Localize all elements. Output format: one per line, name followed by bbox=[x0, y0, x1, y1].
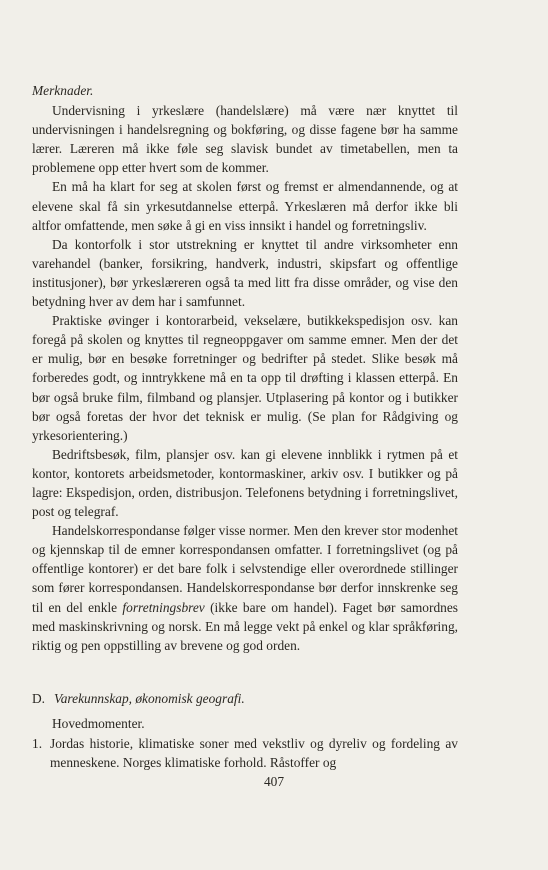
paragraph: En må ha klart for seg at skolen først og fremst er almendannende, og at elevene skal få sin yrkesutdannelse etterpå. Yrkeslæren må derfor ikke bli altfor omfattende, men søke å gi en viss innsikt i handel og forretningsliv. bbox=[32, 179, 458, 233]
subheading: Hovedmomenter. bbox=[52, 715, 145, 731]
list-item-text: Jordas historie, klimatiske soner med vekstliv og dyreliv og fordeling av menneskene. Norges klimatiske forhold. Råstoffer og bbox=[50, 736, 458, 771]
paragraph-text: (ikke bare om handel). Faget bør samordnes med maskinskrivning og norsk. En må legge vekt på enkel og klar språkføring, riktig og pen oppstilling av brevene og god orden. bbox=[32, 599, 458, 653]
section-title: Varekunnskap, økonomisk geografi. bbox=[54, 690, 245, 706]
body-text bbox=[32, 81, 458, 772]
emphasized-term: forretningsbrev bbox=[122, 599, 205, 615]
paragraph: Undervisning i yrkeslære (handelslære) må være nær knyttet til undervisningen i handelsregning og bokføring, og disse fagene bør ha samme lærer. Læreren må ikke føle seg slavisk bundet av timetabellen, men ta problemene opp etter hvert som de kommer. bbox=[32, 103, 458, 176]
paragraph: Da kontorfolk i stor utstrekning er knyttet til andre virksomheter enn varehandel (banker, forsikring, handverk, industri, skipsfart og offentlige institusjoner), bør yrkeslæreren også ta med litt fra disse områder, og vise den betydning hver av dem har i samfunnet. bbox=[32, 236, 458, 310]
section-letter: D. bbox=[32, 690, 46, 706]
remarks-heading: Merknader. bbox=[32, 83, 94, 98]
section-heading bbox=[32, 689, 458, 708]
paragraph-text: Handelskorrespondanse følger visse normer. Men den krever stor modenhet og kjennskap til de emner korrespondansen omfatter. I forretningslivet (og på offentlige kontorer) er det bare folk i selvstendige eller overordnede stillinger som fører korrespondansen. Handelskorrespondanse bør derfor innskrenke seg til en del enkle bbox=[32, 523, 458, 615]
list-item bbox=[32, 734, 458, 772]
paragraph bbox=[32, 521, 458, 655]
list-item-number: 1. bbox=[32, 736, 43, 751]
paragraph: Bedriftsbesøk, film, plansjer osv. kan gi elevene innblikk i rytmen på et kontor, kontorets arbeidsmetoder, kontormaskiner, arkiv osv. I butikker og på lagre: Ekspedisjon, orden, distribusjon. Telefonens betydning i forretningslivet, post og telegraf. bbox=[32, 446, 458, 520]
page-number: 407 bbox=[263, 774, 285, 789]
paragraph: Praktiske øvinger i kontorarbeid, vekselære, butikkekspedisjon osv. kan foregå på skolen og knyttes til regneoppgaver om samme emner. Men der det er mulig, bør en besøke forretninger og bedrifter på stedet. Slike besøk må forberedes godt, og inntrykkene må en ta opp til drøfting i klassen etterpå. En bør også bruke film, filmband og plansjer. Utplasering på kontor og i butikker bør også foretas der hvor det teknisk er mulig. (Se plan for Rådgiving og yrkesorientering.) bbox=[32, 313, 458, 443]
